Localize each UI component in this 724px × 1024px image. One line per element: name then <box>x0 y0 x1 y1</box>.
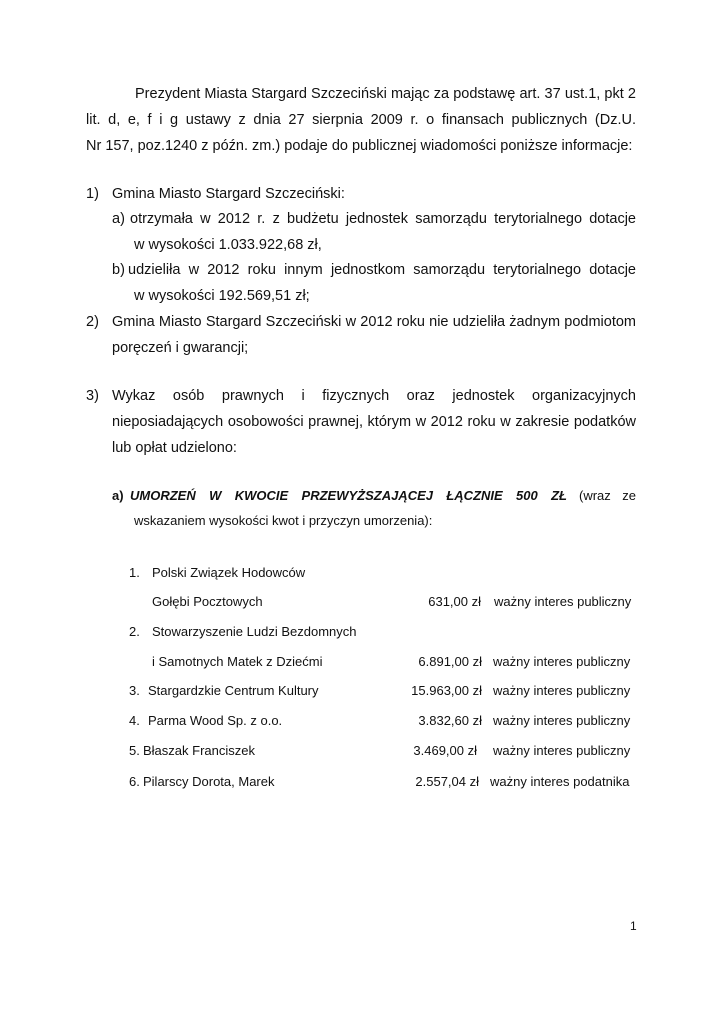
entry-6-reason: ważny interes podatnika <box>490 774 630 789</box>
entry-5-amount: 3.469,00 zł <box>413 743 477 758</box>
section-1a-line-1: otrzymała w 2012 r. z budżetu jednostek samorządu terytorialnego dotacje <box>130 211 636 227</box>
entry-5-number: 5. <box>129 743 140 758</box>
section-1b-line-1: udzieliła w 2012 roku innym jednostkom samorządu terytorialnego dotacje <box>128 262 636 278</box>
subsection-a-label: a) <box>112 488 124 503</box>
section-3-number: 3) <box>86 388 99 404</box>
entry-2-name-line-1: Stowarzyszenie Ludzi Bezdomnych <box>152 624 357 639</box>
entry-6-amount: 2.557,04 zł <box>415 774 479 789</box>
entry-2-name-line-2: i Samotnych Matek z Dziećmi <box>152 654 323 669</box>
entry-2-reason: ważny interes publiczny <box>493 654 631 669</box>
section-3-line-1: Wykaz osób prawnych i fizycznych oraz jednostek organizacyjnych <box>112 388 636 404</box>
subsection-a-paren: (wraz ze <box>579 488 636 503</box>
entry-3-name: Stargardzkie Centrum Kultury <box>148 683 319 698</box>
section-1a-label: a) <box>112 211 125 227</box>
entry-4-name: Parma Wood Sp. z o.o. <box>148 713 283 728</box>
entry-1-amount: 631,00 zł <box>428 594 481 609</box>
entry-4-number: 4. <box>129 713 140 728</box>
entry-1-reason: ważny interes publiczny <box>494 594 632 609</box>
intro-line-2: lit. d, e, f i g ustawy z dnia 27 sierpnia 2009 r. o finansach publicznych (Dz.U. <box>86 112 636 128</box>
section-1b-label: b) <box>112 262 125 278</box>
section-1a-line-2: w wysokości 1.033.922,68 zł, <box>134 237 322 253</box>
section-3-line-2: nieposiadających osobowości prawnej, którym w 2012 roku w zakresie podatków <box>112 414 636 430</box>
entry-3-amount: 15.963,00 zł <box>411 683 482 698</box>
entry-6-name: Pilarscy Dorota, Marek <box>143 774 275 789</box>
page-number: 1 <box>630 919 637 933</box>
section-1-title: Gmina Miasto Stargard Szczeciński: <box>112 186 345 202</box>
section-2-line-1: Gmina Miasto Stargard Szczeciński w 2012 roku nie udzieliła żadnym podmiotom <box>112 314 636 330</box>
subsection-a-line-2: wskazaniem wysokości kwot i przyczyn umorzenia): <box>134 513 433 528</box>
section-2-line-2: poręczeń i gwarancji; <box>112 340 249 356</box>
entry-5-name: Błaszak Franciszek <box>143 743 255 758</box>
entry-1-name-line-1: Polski Związek Hodowców <box>152 565 306 580</box>
intro-line-3: Nr 157, poz.1240 z późn. zm.) podaje do publicznej wiadomości poniższe informacje: <box>86 138 633 154</box>
intro-line-1: Prezydent Miasta Stargard Szczeciński mając za podstawę art. 37 ust.1, pkt 2 <box>135 86 636 102</box>
entry-3-reason: ważny interes publiczny <box>493 683 631 698</box>
entry-5-reason: ważny interes publiczny <box>493 743 631 758</box>
entry-1-name-line-2: Gołębi Pocztowych <box>152 594 263 609</box>
entry-3-number: 3. <box>129 683 140 698</box>
entry-6-number: 6. <box>129 774 140 789</box>
section-1-number: 1) <box>86 186 99 202</box>
entry-1-number: 1. <box>129 565 140 580</box>
subsection-a-heading: UMORZEŃ W KWOCIE PRZEWYŻSZAJĄCEJ ŁĄCZNIE 500 ZŁ <box>130 488 567 503</box>
entry-4-reason: ważny interes publiczny <box>493 713 631 728</box>
entry-2-number: 2. <box>129 624 140 639</box>
section-2-number: 2) <box>86 314 99 330</box>
entry-2-amount: 6.891,00 zł <box>418 654 482 669</box>
entry-4-amount: 3.832,60 zł <box>418 713 482 728</box>
section-1b-line-2: w wysokości 192.569,51 zł; <box>134 288 310 304</box>
section-3-line-3: lub opłat udzielono: <box>112 440 237 456</box>
